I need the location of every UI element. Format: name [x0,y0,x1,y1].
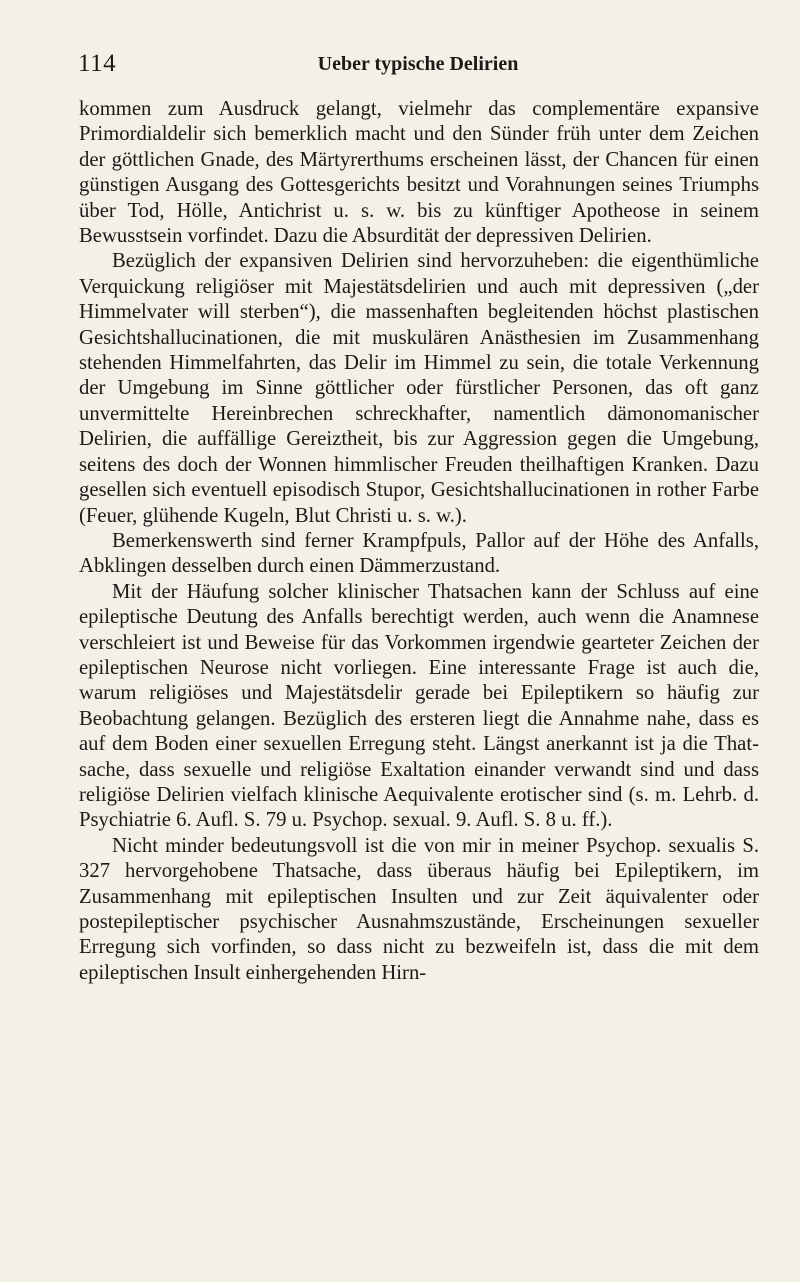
paragraph-2: Bezüglich der expansiven Delirien sind hervorzuheben: die eigenthümliche Verquickung religiöser mit Majestätsdelirien und auch mit depressiven („der Himmelvater will sterben“), die massenhaften begleitenden höchst plastischen Gesichtshallucinationen, die mit muskulären Anästhesien im Zusammenhang stehenden Himmelfahrten, das Delir im Himmel zu sein, die totale Verkennung der Umgebung im Sinne göttlicher oder fürstlicher Personen, das oft ganz unvermittelte Hereinbrechen schreckhafter, namentlich dämonomanischer Delirien, die auffällige Gereiztheit, bis zur Aggression gegen die Umgebung, seitens des doch der Wonnen himmlischer Freuden theilhaftigen Kranken. Dazu gesellen sich eventuell episodisch Stupor, Gesichtshallucinationen in rother Farbe (Feuer, glühende Kugeln, Blut Christi u. s. w.). [79,250,759,527]
page-number: 114 [78,50,117,77]
page-header [78,50,758,82]
paragraph-4: Mit der Häufung solcher klinischer Thatsachen kann der Schluss auf eine epileptische Deutung des Anfalls berechtigt werden, auch wenn die Anamnese verschleiert ist und Beweise für das Vorkommen irgendwie gearteter Zeichen der epileptischen Neurose nicht vorliegen. Eine interessante Frage ist auch die, warum religiöses und Majestätsdelir gerade bei Epileptikern so häufig zur Beobachtung gelangen. Bezüglich des ersteren liegt die Annahme nahe, dass es auf dem Boden einer sexuellen Erregung steht. Längst anerkannt ist ja die Thatsache, dass sexuelle und religiöse Exaltation einander verwandt sind und dass religiöse Delirien vielfach klinische Aequivalente erotischer sind (s. m. Lehrb. d. Psychiatrie 6. Aufl. S. 79 u. Psychop. sexual. 9. Aufl. S. 8 u. ff.). [79,580,759,832]
running-title: Ueber typische Delirien [317,53,519,75]
body-text [79,97,759,986]
paragraph-3: Bemerkenswerth sind ferner Krampfpuls, Pallor auf der Höhe des Anfalls, Abklingen desselben durch einen Dämmerzustand. [79,529,759,578]
paragraph-1: kommen zum Ausdruck gelangt, vielmehr das complementäre expansive Primordialdelir sich bemerklich macht und den Sünder früh unter dem Zeichen der göttlichen Gnade, des Märtyrerthums erscheinen lässt, der Chancen für einen günstigen Ausgang des Gottesgerichts besitzt und Vorahnungen seines Triumphs über Tod, Hölle, Antichrist u. s. w. bis zu künftiger Apotheose in seinem Bewusstsein vorfindet. Dazu die Absurdität der depressiven Delirien. [79,98,759,248]
paragraph-5: Nicht minder bedeutungsvoll ist die von mir in meiner Psychop. sexualis S. 327 hervorgehobene Thatsache, dass überaus häufig bei Epileptikern, im Zusammenhang mit epileptischen Insulten und zur Zeit äquivalenter oder postepileptischer psychischer Ausnahmszustände, Erscheinungen sexueller Erregung sich vorfinden, so dass nicht zu bezweifeln ist, dass die mit dem epileptischen Insult einhergehenden Hirn- [79,834,759,984]
